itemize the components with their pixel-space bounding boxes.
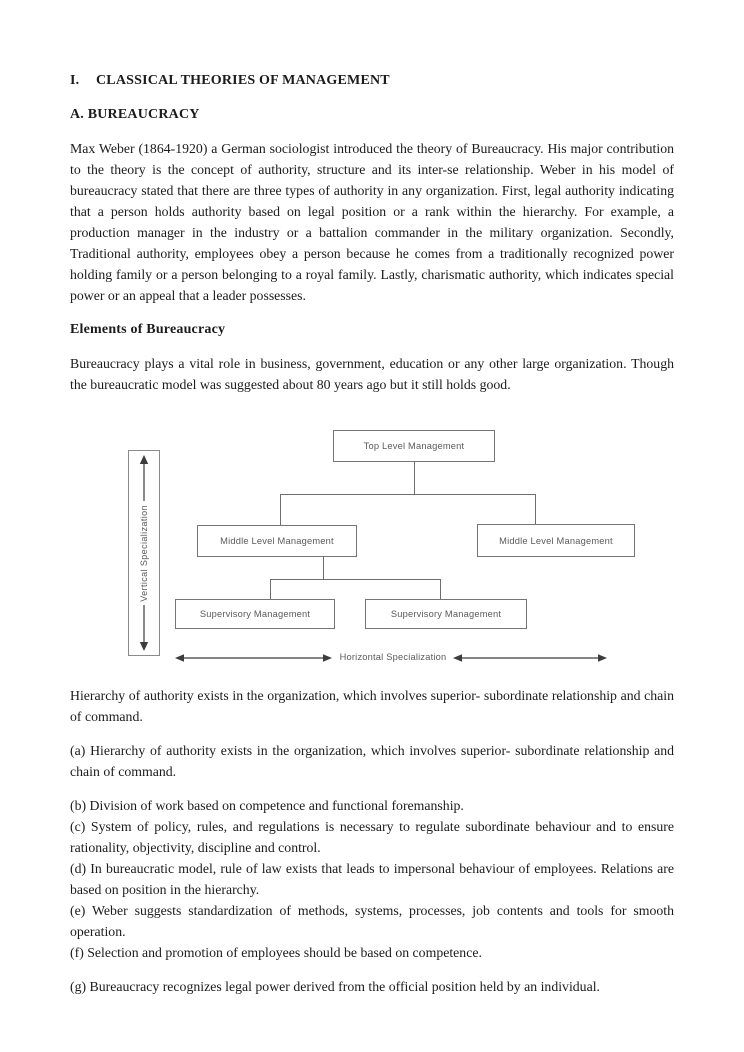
list-text: System of policy, rules, and regulations is necessary to regulate subordinate behaviour and to ensure rationality, objectivity, discipline and control. xyxy=(70,819,674,855)
list-text: Hierarchy of authority exists in the organization, which involves superior- subordinate relationship and chain of command. xyxy=(70,743,675,779)
list-marker: (e) xyxy=(70,903,86,918)
elements-paragraph: Bureaucracy plays a vital role in business, government, education or any other large organization. Though the bureaucratic model was suggested about 80 years ago but it still holds good. xyxy=(70,356,674,392)
list-marker: (d) xyxy=(70,861,87,876)
list-item-d xyxy=(70,858,674,900)
connector-line xyxy=(414,462,415,494)
double-arrow-right-icon xyxy=(453,653,607,663)
subsection-heading: A. BUREAUCRACY xyxy=(70,107,200,122)
section-title: CLASSICAL THEORIES OF MANAGEMENT xyxy=(96,73,390,88)
list-text: Bureaucracy recognizes legal power derived from the official position held by an individual. xyxy=(89,979,600,994)
list-text: Selection and promotion of employees should be based on competence. xyxy=(87,945,482,960)
org-box-middle-right: Middle Level Management xyxy=(477,524,635,557)
list-marker: (b) xyxy=(70,798,87,813)
connector-line xyxy=(270,579,441,580)
list-marker: (c) xyxy=(70,819,86,834)
list-text: Division of work based on competence and functional foremanship. xyxy=(89,798,464,813)
list-item-e xyxy=(70,900,674,942)
connector-line xyxy=(323,557,324,579)
arrow-up-icon xyxy=(138,455,150,501)
list-text: In bureaucratic model, rule of law exists that leads to impersonal behaviour of employees. Relations are based on position in the hierarchy. xyxy=(70,861,674,897)
section-heading xyxy=(70,70,674,91)
connector-line xyxy=(280,494,536,495)
arrow-down-icon xyxy=(138,605,150,651)
vertical-axis-label: Vertical Specialization xyxy=(139,504,149,602)
list-marker: (a) xyxy=(70,743,86,758)
list-item-g xyxy=(70,976,674,997)
org-box-top-level: Top Level Management xyxy=(333,430,495,462)
list-item-a xyxy=(70,740,674,782)
list-marker: (f) xyxy=(70,945,84,960)
list-text: Weber suggests standardization of methods, systems, processes, job contents and tools for smooth operation. xyxy=(70,903,674,939)
intro-paragraph: Max Weber (1864-1920) a German sociologist introduced the theory of Bureaucracy. His major contribution to the theory is the concept of authority, structure and its inter-se relationship. Weber in his model of bureaucracy stated that there are three types of authority in any organization. First, legal authority indicating that a person holds authority based on legal position or a rank within the hierarchy. For example, a production manager in the industry or a battalion commander in the military organization. Secondly, Traditional authority, employees obey a person because he comes from a traditionally recognized power holding family or a person belonging to a royal family. Lastly, charismatic authority, which indicates special power or an appeal that a leader possesses. xyxy=(70,141,674,303)
connector-line xyxy=(270,579,271,599)
list-item-c xyxy=(70,816,674,858)
list-item-f xyxy=(70,942,674,963)
list-item-b xyxy=(70,795,674,816)
org-box-supervisory-right: Supervisory Management xyxy=(365,599,527,629)
connector-line xyxy=(440,579,441,599)
elements-heading: Elements of Bureaucracy xyxy=(70,322,226,337)
double-arrow-left-icon xyxy=(175,653,332,663)
org-box-middle-left: Middle Level Management xyxy=(197,525,357,557)
vertical-specialization-axis xyxy=(128,450,160,656)
hierarchy-paragraph: Hierarchy of authority exists in the organization, which involves superior- subordinate relationship and chain of command. xyxy=(70,688,674,724)
list-marker: (g) xyxy=(70,979,87,994)
org-chart-diagram xyxy=(70,422,674,672)
list-block-b-f xyxy=(70,795,674,963)
org-box-supervisory-left: Supervisory Management xyxy=(175,599,335,629)
connector-line xyxy=(280,494,281,525)
connector-line xyxy=(535,494,536,524)
section-number: I. xyxy=(70,73,80,88)
horizontal-axis-label: Horizontal Specialization xyxy=(339,652,447,662)
